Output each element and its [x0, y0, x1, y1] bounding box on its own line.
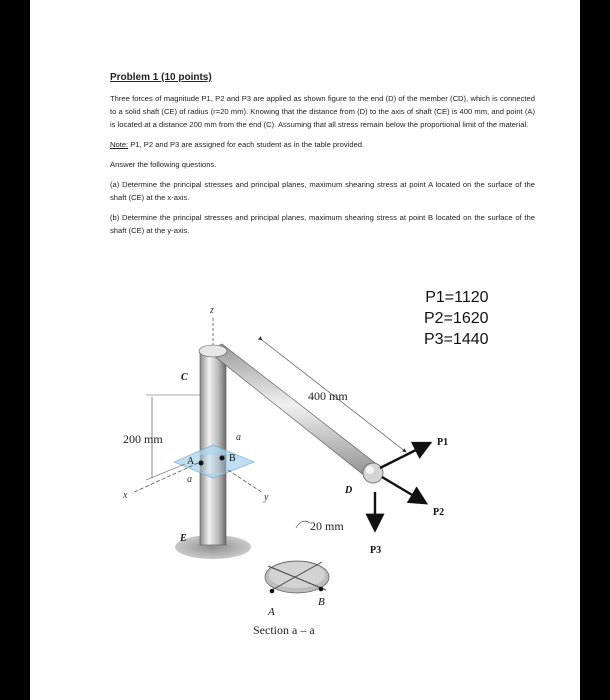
y-axis-label: y	[264, 492, 269, 503]
problem-title: Problem 1 (10 points)	[110, 72, 212, 83]
answer-prompt: Answer the following questions.	[110, 160, 217, 169]
shaft-figure	[105, 292, 525, 652]
section-label-b: B	[318, 596, 325, 608]
section-point-a	[270, 589, 275, 594]
label-c: C	[181, 372, 188, 383]
section-disc-inner	[269, 562, 325, 588]
question-a: (a) Determine the principal stresses and principal planes, maximum shearing stress at point A located on the surface of the shaft (CE) at the x-axis.	[110, 180, 535, 202]
joint-d	[363, 463, 383, 483]
joint-d-highlight	[366, 466, 374, 474]
dim-20-label: 20 mm	[310, 519, 344, 533]
shaft-cap	[199, 345, 227, 357]
force-p1-arrow	[380, 444, 428, 468]
force-p1-value: P1=1120	[425, 289, 489, 306]
section-mark-upper: a	[236, 432, 241, 443]
point-b-label: B	[229, 453, 236, 464]
note-label: Note:	[110, 140, 129, 149]
question-b: (b) Determine the principal stresses and principal planes, maximum shearing stress at point B located on the surface of the shaft (CE) at the y-axis.	[110, 213, 535, 235]
dim-20-leader	[296, 521, 310, 528]
section-point-b	[319, 587, 324, 592]
force-p3-label: P3	[370, 545, 382, 556]
x-axis-label: x	[123, 490, 128, 501]
note-text: P1, P2 and P3 are assigned for each student as in the table provided.	[128, 140, 365, 149]
dim-400-label: 400 mm	[308, 389, 348, 403]
dim-200-label: 200 mm	[123, 432, 163, 446]
y-axis-line	[228, 470, 263, 493]
section-label-a: A	[268, 606, 275, 618]
force-p2-label: P2	[433, 507, 445, 518]
problem-note	[110, 138, 535, 151]
z-axis-label: z	[210, 305, 214, 316]
point-b-marker	[220, 456, 225, 461]
force-p3-value: P3=1440	[424, 331, 489, 348]
section-mark-lower: a	[187, 474, 192, 485]
force-p2-arrow	[382, 477, 424, 502]
section-caption: Section a – a	[253, 623, 315, 637]
label-e: E	[180, 533, 187, 544]
point-a-label: A	[187, 456, 195, 467]
problem-intro: Three forces of magnitude P1, P2 and P3 are applied as shown figure to the end (D) of the member (CD), which is connected to a solid shaft (CE) of radius (r=20 mm). Knowing that the distance from (D) to the axis of shaft (CE) is 400 mm, and point (A) is located at a distance 200 mm from the end (C). Assuming that all stress remain below the proportional limit of the material.	[110, 94, 535, 129]
force-p2-value: P2=1620	[424, 310, 489, 327]
force-p1-label: P1	[437, 437, 449, 448]
label-d: D	[345, 485, 353, 496]
point-a-marker	[199, 461, 204, 466]
problem-text	[110, 72, 535, 244]
